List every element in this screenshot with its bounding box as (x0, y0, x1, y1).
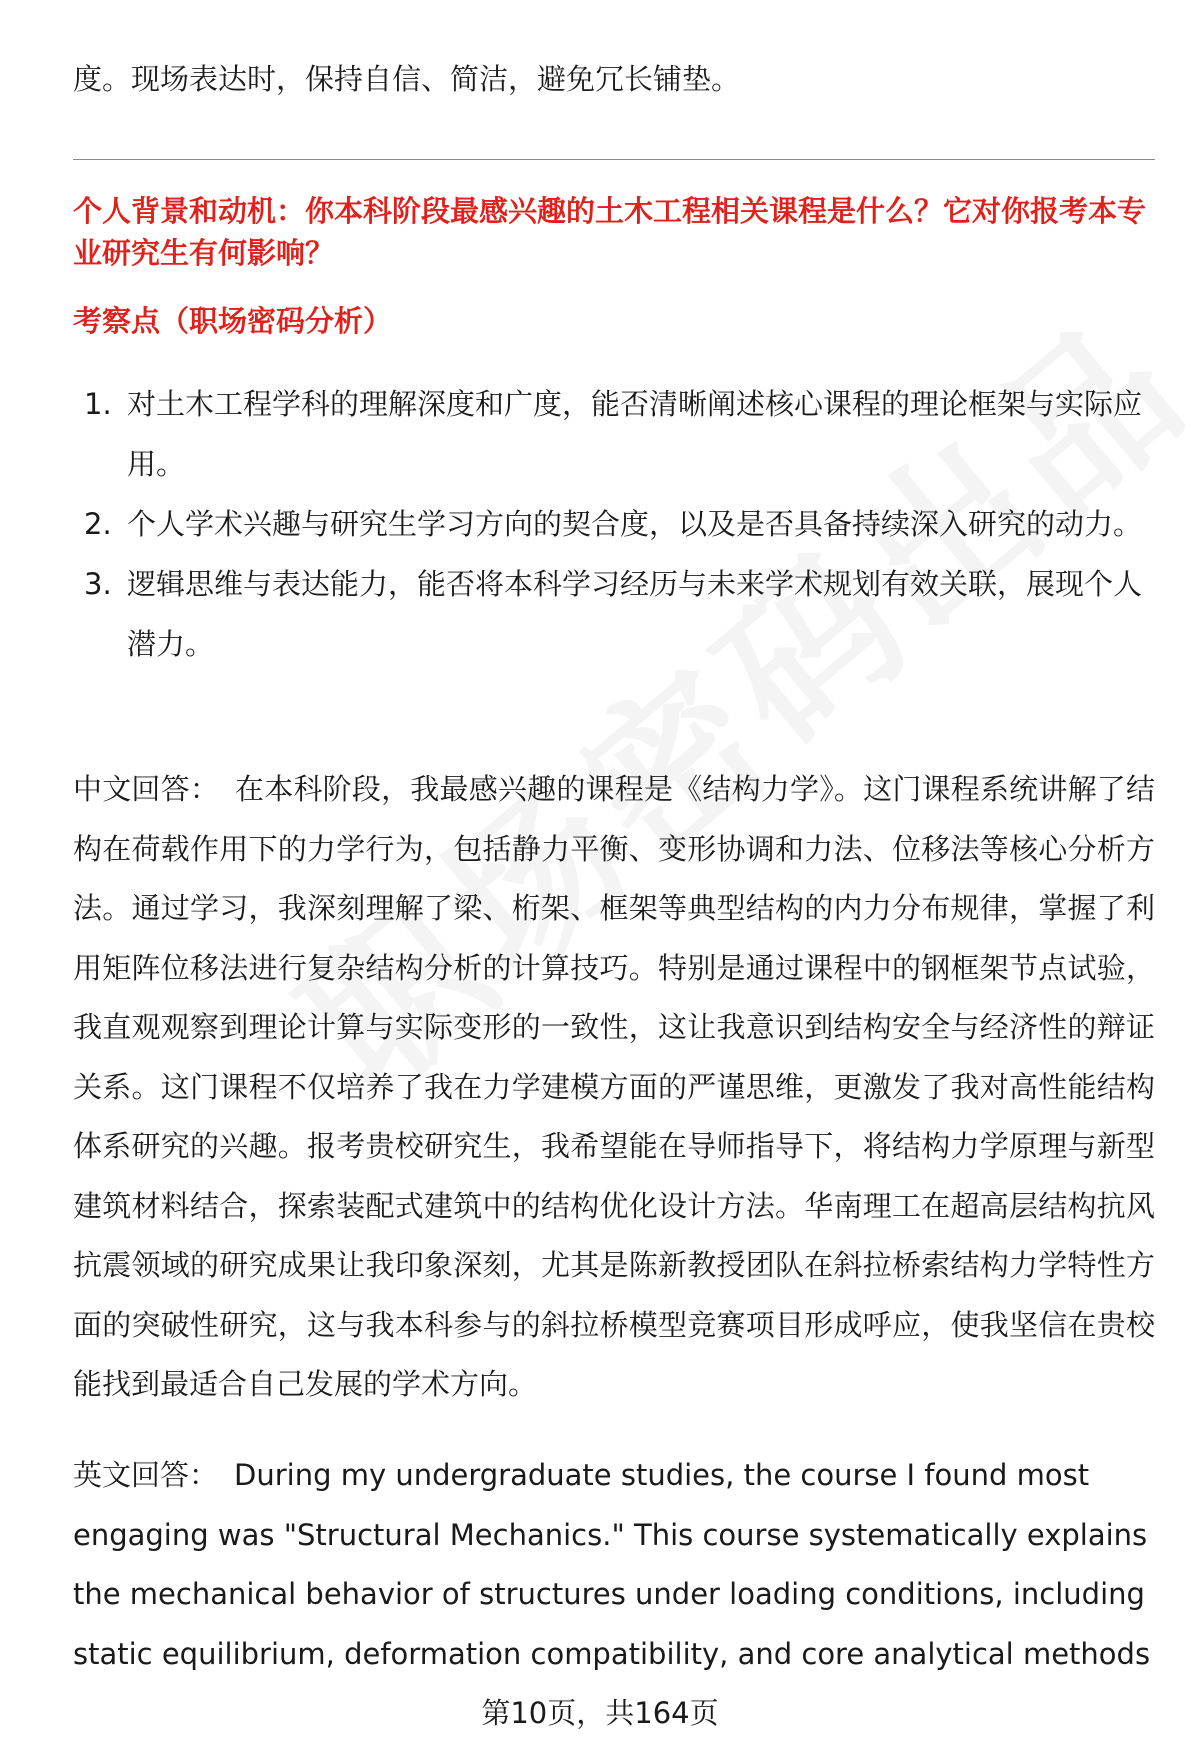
page-number-footer: 第10页，共164页 (481, 1696, 719, 1730)
point-number: 2. (84, 507, 112, 541)
chinese-answer-label: 中文回答： (73, 772, 220, 806)
analysis-points-list (73, 374, 1155, 674)
previous-paragraph-continuation: 度。现场表达时，保持自信、简洁，避免冗长铺垫。 (73, 62, 741, 96)
point-text: 个人学术兴趣与研究生学习方向的契合度，以及是否具备持续深入研究的动力。 (127, 507, 1143, 541)
analysis-point (73, 494, 1155, 554)
analysis-point (73, 374, 1155, 494)
english-answer-text: During my undergraduate studies, the course I found most engaging was "Structural Mechanics." This course systematically explains the mechanical behavior of structures under loading conditions, including static equilibrium, deformation compatibility, and core analytical methods (73, 1458, 1151, 1671)
analysis-point (73, 554, 1155, 674)
section-divider (73, 159, 1155, 160)
analysis-heading: 考察点（职场密码分析） (73, 304, 393, 338)
point-number: 3. (84, 567, 112, 601)
english-answer-label: 英文回答： (73, 1458, 219, 1492)
point-text: 逻辑思维与表达能力，能否将本科学习经历与未来学术规划有效关联，展现个人潜力。 (127, 567, 1143, 661)
point-text: 对土木工程学科的理解深度和广度，能否清晰阐述核心课程的理论框架与实际应用。 (127, 387, 1143, 481)
english-answer (73, 1446, 1155, 1684)
chinese-answer (73, 760, 1155, 1415)
chinese-answer-text: 在本科阶段，我最感兴趣的课程是《结构力学》。这门课程系统讲解了结构在荷载作用下的力学行为，包括静力平衡、变形协调和力法、位移法等核心分析方法。通过学习，我深刻理解了梁、桁架、框架等典型结构的内力分布规律，掌握了利用矩阵位移法进行复杂结构分析的计算技巧。特别是通过课程中的钢框架节点试验，我直观观察到理论计算与实际变形的一致性，这让我意识到结构安全与经济性的辩证关系。这门课程不仅培养了我在力学建模方面的严谨思维，更激发了我对高性能结构体系研究的兴趣。报考贵校研究生，我希望能在导师指导下，将结构力学原理与新型建筑材料结合，探索装配式建筑中的结构优化设计方法。华南理工在超高层结构抗风抗震领域的研究成果让我印象深刻，尤其是陈新教授团队在斜拉桥索结构力学特性方面的突破性研究，这与我本科参与的斜拉桥模型竞赛项目形成呼应，使我坚信在贵校能找到最适合自己发展的学术方向。 (73, 772, 1155, 1401)
point-number: 1. (84, 387, 112, 421)
interview-question: 个人背景和动机：你本科阶段最感兴趣的土木工程相关课程是什么？它对你报考本专业研究生有何影响？ (73, 194, 1147, 270)
